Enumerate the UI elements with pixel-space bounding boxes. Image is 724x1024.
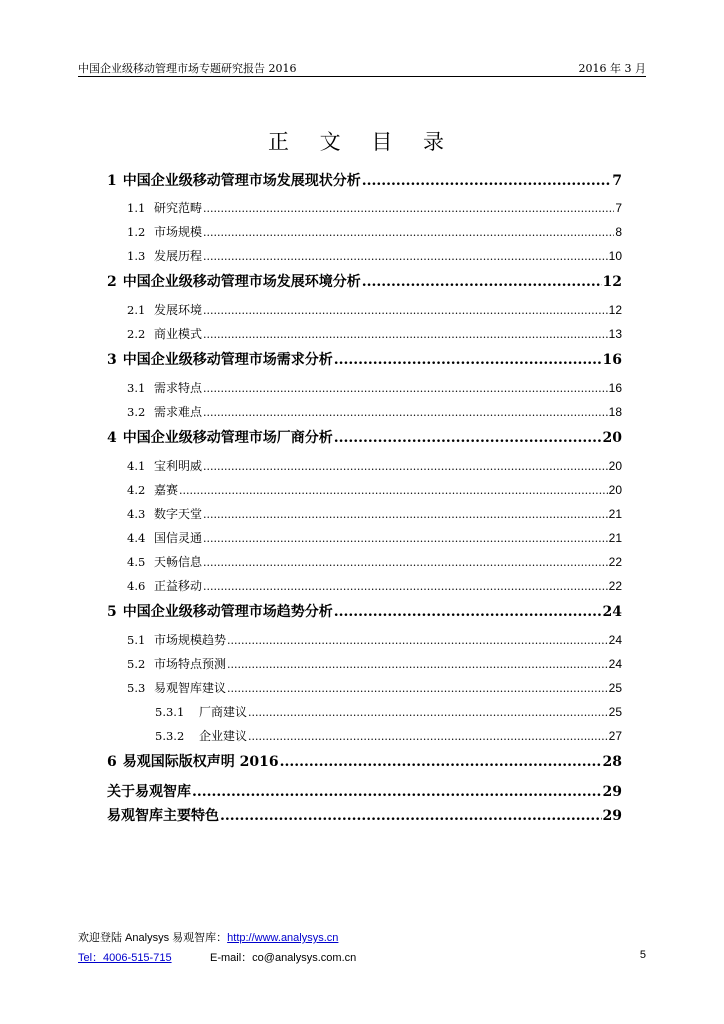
toc-entry-text: 正益移动 bbox=[154, 579, 203, 593]
toc-entry-text: 研究范畴 bbox=[154, 201, 203, 215]
toc-entry-text: 市场特点预测 bbox=[154, 657, 227, 671]
toc-entry[interactable] bbox=[107, 553, 622, 570]
toc-entry-number: 4.6 bbox=[127, 579, 146, 593]
toc-dot-leader bbox=[227, 634, 608, 647]
toc-entry-page: 18 bbox=[608, 405, 622, 419]
toc-entry[interactable] bbox=[107, 727, 622, 744]
toc-entry-text: 中国企业级移动管理市场发展环境分析 bbox=[122, 274, 361, 290]
toc-entry-page: 13 bbox=[608, 327, 622, 341]
toc-entry-label bbox=[127, 679, 226, 696]
toc-dot-leader bbox=[203, 250, 608, 263]
toc-entry-number: 4.1 bbox=[127, 459, 146, 473]
toc-dot-leader bbox=[203, 580, 608, 593]
toc-entry-number: 2.2 bbox=[127, 327, 146, 341]
toc-entry-label bbox=[127, 325, 202, 342]
toc-entry-label bbox=[127, 655, 226, 672]
toc-entry-text: 厂商建议 bbox=[199, 705, 248, 719]
toc-entry-label bbox=[127, 553, 202, 570]
toc-entry-number: 5.3.2 bbox=[155, 729, 185, 743]
toc-entry-label bbox=[127, 457, 202, 474]
toc-dot-leader bbox=[203, 406, 608, 419]
footer-website-line bbox=[78, 929, 646, 945]
toc-entry-page: 27 bbox=[608, 729, 622, 743]
toc-dot-leader bbox=[203, 556, 608, 569]
toc-dot-leader bbox=[192, 784, 602, 800]
toc-entry-label bbox=[107, 427, 333, 447]
toc-entry-label bbox=[127, 379, 202, 396]
toc-dot-leader bbox=[203, 532, 608, 545]
toc-entry-page: 20 bbox=[602, 430, 622, 446]
toc-entry-label bbox=[127, 223, 202, 240]
toc-entry-label bbox=[127, 403, 202, 420]
toc-entry-page: 28 bbox=[602, 754, 622, 770]
toc-entry-label bbox=[127, 199, 202, 216]
toc-entry-page: 16 bbox=[602, 352, 622, 368]
toc-entry-page: 25 bbox=[608, 681, 622, 695]
toc-dot-leader bbox=[179, 484, 608, 497]
toc-entry[interactable] bbox=[107, 325, 622, 342]
toc-entry-text: 关于易观智库 bbox=[107, 784, 191, 800]
toc-dot-leader bbox=[203, 226, 614, 239]
toc-entry-text: 天畅信息 bbox=[154, 555, 203, 569]
toc-entry-text: 发展环境 bbox=[154, 303, 203, 317]
toc-entry-page: 24 bbox=[608, 657, 622, 671]
toc-entry[interactable] bbox=[107, 481, 622, 498]
toc-entry-page: 29 bbox=[602, 808, 622, 824]
toc-dot-leader bbox=[203, 202, 614, 215]
toc-entry-number: 5.3.1 bbox=[155, 705, 185, 719]
toc-entry[interactable] bbox=[107, 679, 622, 696]
toc-dot-leader bbox=[362, 173, 612, 189]
toc-entry-page: 12 bbox=[608, 303, 622, 317]
toc-entry-text: 商业模式 bbox=[154, 327, 203, 341]
toc-entry[interactable] bbox=[107, 427, 622, 447]
toc-entry-label bbox=[107, 349, 333, 369]
toc-entry-label bbox=[107, 781, 191, 801]
toc-entry-text: 发展历程 bbox=[154, 249, 203, 263]
toc-entry[interactable] bbox=[107, 751, 622, 771]
toc-entry-number: 5 bbox=[107, 604, 117, 620]
toc-entry[interactable] bbox=[107, 703, 622, 720]
toc-entry-number: 3 bbox=[107, 352, 117, 368]
toc-entry[interactable] bbox=[107, 301, 622, 318]
toc-entry[interactable] bbox=[107, 631, 622, 648]
toc-dot-leader bbox=[334, 352, 602, 368]
toc-entry-label bbox=[127, 481, 178, 498]
toc-entry-page: 20 bbox=[608, 459, 622, 473]
toc-entry-text: 易观智库建议 bbox=[154, 681, 227, 695]
toc-entry-page: 22 bbox=[608, 555, 622, 569]
toc-entry-label bbox=[107, 170, 361, 190]
toc-entry-text: 需求难点 bbox=[154, 405, 203, 419]
toc-entry-page: 16 bbox=[608, 381, 622, 395]
toc-entry-label bbox=[107, 751, 279, 771]
toc-dot-leader bbox=[203, 460, 608, 473]
toc-entry-number: 3.2 bbox=[127, 405, 146, 419]
toc-entry[interactable] bbox=[107, 655, 622, 672]
toc-entry-label bbox=[107, 271, 361, 291]
toc-entry[interactable] bbox=[107, 781, 622, 801]
toc-title: 正 文 目 录 bbox=[267, 130, 457, 154]
toc-entry-text: 易观智库主要特色 bbox=[107, 808, 219, 824]
toc-entry[interactable] bbox=[107, 403, 622, 420]
toc-entry-text: 数字天堂 bbox=[154, 507, 203, 521]
header-report-title: 中国企业级移动管理市场专题研究报告 2016 bbox=[78, 62, 297, 75]
toc-entry-text: 中国企业级移动管理市场趋势分析 bbox=[122, 604, 333, 620]
toc-entry-number: 1.3 bbox=[127, 249, 146, 263]
toc-entry-number: 5.1 bbox=[127, 633, 146, 647]
toc-entry-page: 7 bbox=[612, 173, 622, 189]
toc-dot-leader bbox=[220, 808, 602, 824]
footer-website-link[interactable]: http://www.analysys.cn bbox=[227, 932, 339, 944]
toc-entry[interactable] bbox=[107, 223, 622, 240]
toc-entry[interactable] bbox=[107, 529, 622, 546]
toc-dot-leader bbox=[248, 730, 608, 743]
toc-entry-number: 1 bbox=[107, 173, 117, 189]
toc-entry-page: 8 bbox=[615, 225, 622, 239]
footer-tel-link[interactable]: Tel：4006-515-715 bbox=[78, 952, 172, 964]
toc-entry-number: 6 bbox=[107, 754, 117, 770]
toc-entry-text: 中国企业级移动管理市场发展现状分析 bbox=[122, 173, 361, 189]
toc-dot-leader bbox=[280, 754, 602, 770]
toc-entry-page: 10 bbox=[608, 249, 622, 263]
toc-entry-number: 1.1 bbox=[127, 201, 146, 215]
toc-entry-number: 4.2 bbox=[127, 483, 146, 497]
footer-email: E-mail：co@analysys.com.cn bbox=[210, 952, 357, 964]
toc-entry-page: 21 bbox=[608, 507, 622, 521]
toc-entry[interactable] bbox=[107, 247, 622, 264]
toc-entry-page: 29 bbox=[602, 784, 622, 800]
footer-welcome-text: 欢迎登陆 Analysys 易观智库： bbox=[78, 932, 228, 944]
toc-entry-number: 5.3 bbox=[127, 681, 146, 695]
toc-entry-label bbox=[107, 805, 219, 825]
toc-entry[interactable] bbox=[107, 349, 622, 369]
toc-entry-text: 中国企业级移动管理市场需求分析 bbox=[122, 352, 333, 368]
toc-entry-page: 24 bbox=[608, 633, 622, 647]
toc-entry[interactable] bbox=[107, 457, 622, 474]
toc-entry-text: 需求特点 bbox=[154, 381, 203, 395]
toc-entry-label bbox=[127, 529, 202, 546]
toc-entry[interactable] bbox=[107, 601, 622, 621]
toc-entry-number: 5.2 bbox=[127, 657, 146, 671]
toc-entry-number: 1.2 bbox=[127, 225, 146, 239]
toc-entry-number: 4 bbox=[107, 430, 117, 446]
toc-entry-label bbox=[155, 703, 247, 720]
toc-entry-text: 市场规模 bbox=[154, 225, 203, 239]
page-number: 5 bbox=[639, 949, 646, 961]
toc-dot-leader bbox=[203, 382, 608, 395]
toc-entry-number: 4.5 bbox=[127, 555, 146, 569]
toc-dot-leader bbox=[203, 508, 608, 521]
toc-entry-page: 7 bbox=[615, 201, 622, 215]
toc-entry-page: 20 bbox=[608, 483, 622, 497]
toc-entry-label bbox=[127, 577, 202, 594]
toc-entry-label bbox=[155, 727, 247, 744]
toc-entry-number: 3.1 bbox=[127, 381, 146, 395]
toc-dot-leader bbox=[227, 682, 608, 695]
toc-entry[interactable] bbox=[107, 577, 622, 594]
toc-entry-number: 2.1 bbox=[127, 303, 146, 317]
toc-entry-text: 中国企业级移动管理市场厂商分析 bbox=[122, 430, 333, 446]
toc-entry-page: 25 bbox=[608, 705, 622, 719]
toc-entry-text: 易观国际版权声明 2016 bbox=[122, 754, 279, 770]
toc-entry[interactable] bbox=[107, 199, 622, 216]
toc-entry-text: 嘉赛 bbox=[154, 483, 179, 497]
toc-dot-leader bbox=[362, 274, 602, 290]
toc-entry-label bbox=[127, 301, 202, 318]
toc-entry-label bbox=[107, 601, 333, 621]
toc-entry[interactable] bbox=[107, 271, 622, 291]
page-header bbox=[78, 58, 646, 77]
toc-entry-label bbox=[127, 505, 202, 522]
toc-dot-leader bbox=[203, 304, 608, 317]
toc-entry-text: 市场规模趋势 bbox=[154, 633, 227, 647]
toc-entry-text: 企业建议 bbox=[199, 729, 248, 743]
toc-entry-label bbox=[127, 247, 202, 264]
toc-entry[interactable] bbox=[107, 379, 622, 396]
toc-entry-page: 12 bbox=[602, 274, 622, 290]
toc-entry[interactable] bbox=[107, 805, 622, 825]
toc-entry-number: 4.4 bbox=[127, 531, 146, 545]
toc-entry[interactable] bbox=[107, 170, 622, 190]
toc-dot-leader bbox=[334, 604, 602, 620]
toc-dot-leader bbox=[248, 706, 608, 719]
toc-dot-leader bbox=[227, 658, 608, 671]
toc-entry-page: 22 bbox=[608, 579, 622, 593]
toc-entry-text: 国信灵通 bbox=[154, 531, 203, 545]
toc-entry-label bbox=[127, 631, 226, 648]
toc-entry-number: 2 bbox=[107, 274, 117, 290]
toc-dot-leader bbox=[203, 328, 608, 341]
header-date: 2016 年 3 月 bbox=[578, 62, 646, 75]
toc-entry-page: 21 bbox=[608, 531, 622, 545]
toc-dot-leader bbox=[334, 430, 602, 446]
toc-entry-number: 4.3 bbox=[127, 507, 146, 521]
toc-entry-text: 宝利明威 bbox=[154, 459, 203, 473]
footer-contact-line bbox=[78, 949, 646, 965]
toc-entry[interactable] bbox=[107, 505, 622, 522]
toc-entry-page: 24 bbox=[602, 604, 622, 620]
